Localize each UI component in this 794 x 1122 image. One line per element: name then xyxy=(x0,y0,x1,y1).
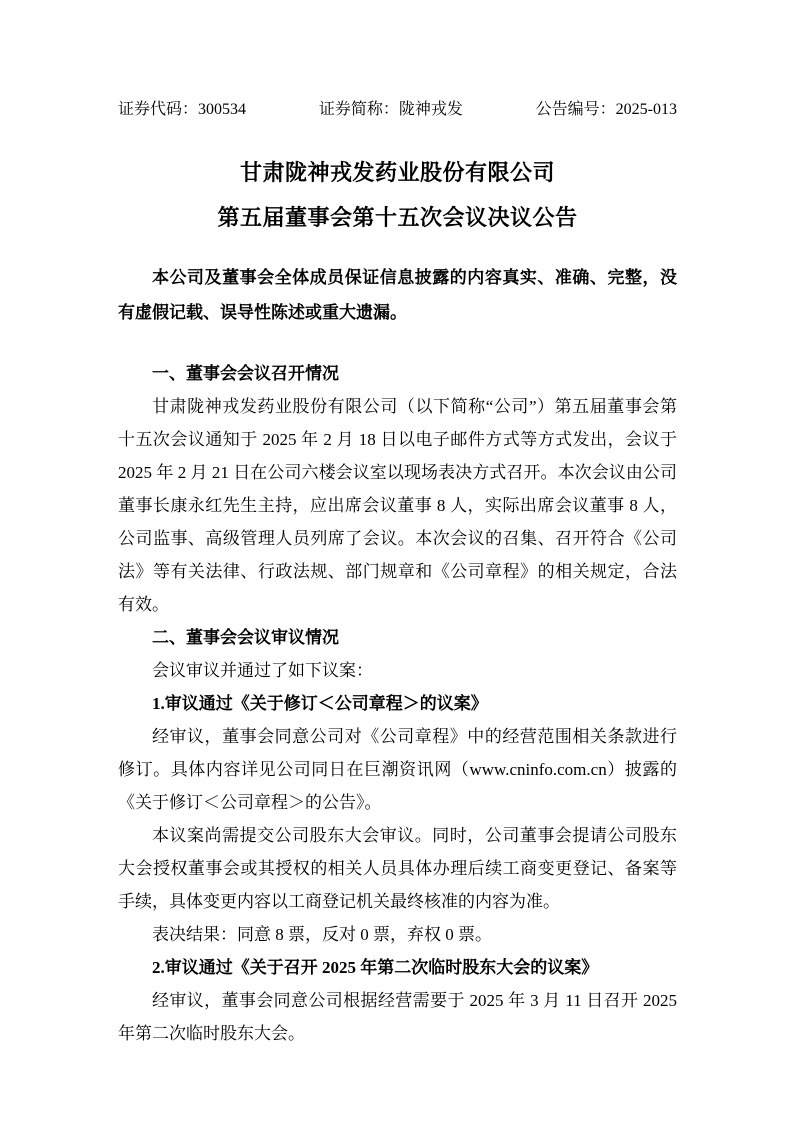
announcement-number-label: 公告编号： xyxy=(535,101,616,118)
announcement-number-value: 2025-013 xyxy=(615,101,677,118)
announcement-subtitle: 第五届董事会第十五次会议决议公告 xyxy=(217,205,578,230)
section2-heading: 二、董事会会议审议情况 xyxy=(152,628,339,647)
document-body xyxy=(118,357,677,1050)
document-title xyxy=(118,150,677,240)
resolution-item1-title: 1.审议通过《关于修订＜公司章程＞的议案》 xyxy=(152,694,488,713)
stock-code-label: 证券代码： xyxy=(118,101,199,118)
document-header-row xyxy=(118,100,677,120)
resolution-item1-vote-result: 表决结果：同意 8 票，反对 0 票，弃权 0 票。 xyxy=(152,925,492,944)
stock-name-label: 证券简称： xyxy=(318,101,399,118)
section1-heading: 一、董事会会议召开情况 xyxy=(152,364,339,383)
stock-name-value: 陇神戎发 xyxy=(398,101,463,118)
section2-intro: 会议审议并通过了如下议案： xyxy=(152,661,373,680)
resolution-item2-paragraph1: 经审议，董事会同意公司根据经营需要于 2025 年 3 月 11 日召开 2025 年第二次临时股东大会。 xyxy=(118,991,677,1043)
resolution-item1-paragraph2: 本议案尚需提交公司股东大会审议。同时，公司董事会提请公司股东大会授权董事会或其授权的相关人员具体办理后续工商变更登记、备案等手续，具体变更内容以工商登记机关最终核准的内容为准。 xyxy=(118,826,677,911)
announcement-number xyxy=(536,100,677,120)
resolution-item2-title: 2.审议通过《关于召开 2025 年第二次临时股东大会的议案》 xyxy=(152,958,599,977)
stock-name xyxy=(319,100,463,120)
company-name-title: 甘肃陇神戎发药业股份有限公司 xyxy=(239,160,555,185)
stock-code-value: 300534 xyxy=(198,101,247,118)
section1-paragraph: 甘肃陇神戎发药业股份有限公司（以下简称“公司”）第五届董事会第十五次会议通知于 2025 年 2 月 18 日以电子邮件方式等方式发出，会议于 2025 年 2 月 21 日在公司六楼会议室以现场表决方式召开。本次会议由公司董事长康永红先生主持，应出席会议董事 8 人，实际出席会议董事 8 人，公司监事、高级管理人员列席了会议。本次会议的召集、召开符合《公司法》等有关法律、行政法规、部门规章和《公司章程》的相关规定，合法有效。 xyxy=(118,397,677,614)
resolution-item1-paragraph1: 经审议，董事会同意公司对《公司章程》中的经营范围相关条款进行修订。具体内容详见公司同日在巨潮资讯网（www.cninfo.com.cn）披露的《关于修订＜公司章程＞的公告》。 xyxy=(118,727,677,812)
disclaimer-statement: 本公司及董事会全体成员保证信息披露的内容真实、准确、完整，没有虚假记载、误导性陈述或重大遗漏。 xyxy=(118,268,677,322)
stock-code xyxy=(118,100,246,120)
